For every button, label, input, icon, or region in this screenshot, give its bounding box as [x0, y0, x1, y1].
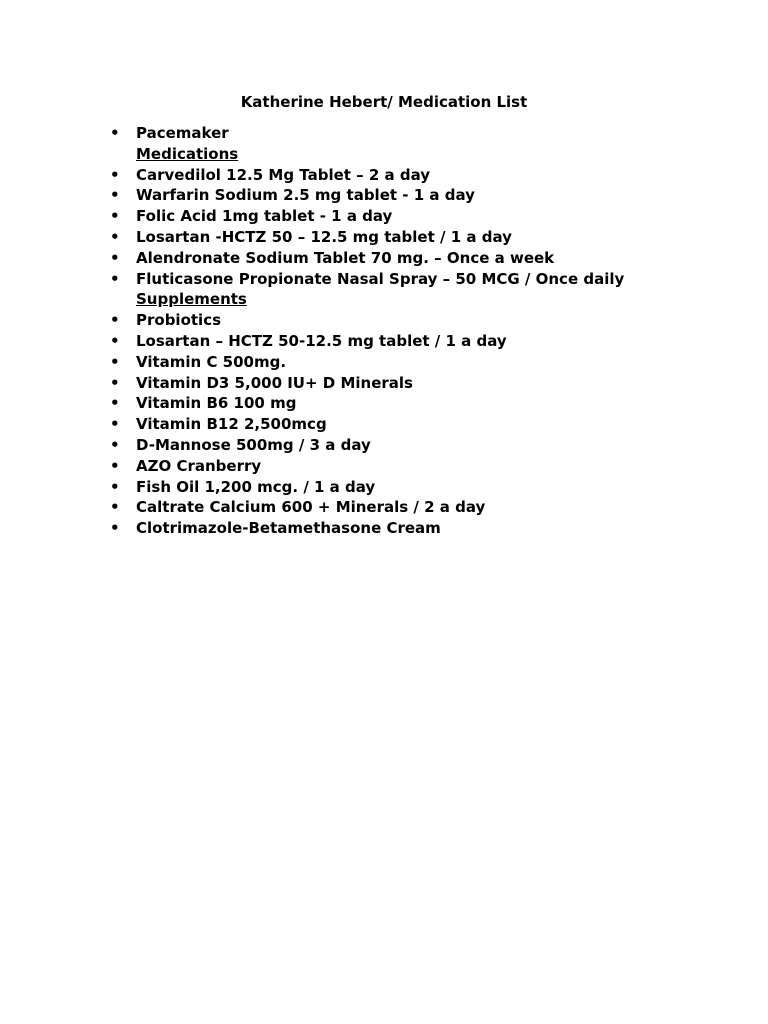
- list-item-text: Fluticasone Propionate Nasal Spray – 50 MCG / Once daily: [136, 269, 625, 288]
- section-heading: [110, 144, 730, 165]
- bullet-icon: •: [110, 207, 120, 226]
- document-title: Katherine Hebert/ Medication List: [240, 93, 528, 111]
- bullet-icon: •: [110, 269, 120, 288]
- bullet-icon: •: [110, 477, 120, 496]
- list-item: [110, 497, 730, 518]
- bullet-icon: •: [110, 373, 120, 392]
- list-item-text: Vitamin C 500mg.: [136, 352, 287, 371]
- list-item-text: AZO Cranberry: [136, 456, 262, 475]
- list-item: [110, 227, 730, 248]
- bullet-icon: •: [110, 248, 120, 267]
- bullet-icon: •: [110, 519, 120, 538]
- bullet-icon: •: [110, 124, 120, 142]
- list-item: [110, 477, 730, 498]
- bullet-icon: •: [110, 435, 120, 454]
- bullet-icon: •: [110, 352, 120, 371]
- section-heading-text: Medications: [136, 144, 239, 163]
- list-item: [110, 373, 730, 394]
- list-item: [110, 269, 730, 290]
- list-item: [110, 435, 730, 456]
- list-item: [110, 456, 730, 477]
- list-item-text: D-Mannose 500mg / 3 a day: [136, 435, 371, 454]
- bullet-icon: •: [110, 165, 120, 184]
- bullet-icon: •: [110, 331, 120, 350]
- bullet-icon: •: [110, 415, 120, 434]
- list-item-text: Vitamin B6 100 mg: [136, 394, 297, 413]
- list-item-text: Probiotics: [136, 311, 222, 330]
- list-item: [110, 518, 730, 539]
- list-item-text: Losartan – HCTZ 50-12.5 mg tablet / 1 a day: [136, 331, 507, 350]
- medication-list: [110, 123, 730, 539]
- list-item: [110, 393, 730, 414]
- section-heading-text: Supplements: [136, 290, 247, 309]
- bullet-icon: •: [110, 311, 120, 330]
- list-item-text: Vitamin D3 5,000 IU+ D Minerals: [136, 373, 413, 392]
- list-item: [110, 185, 730, 206]
- list-item-text: Fish Oil 1,200 mcg. / 1 a day: [136, 477, 376, 496]
- list-item-text: Carvedilol 12.5 Mg Tablet – 2 a day: [136, 165, 431, 184]
- bullet-icon: •: [110, 456, 120, 475]
- section-heading: [110, 289, 730, 310]
- list-item-text: Pacemaker: [136, 124, 229, 142]
- list-item: [110, 352, 730, 373]
- bullet-icon: •: [110, 498, 120, 517]
- list-item: [110, 310, 730, 331]
- list-item: [110, 165, 730, 186]
- bullet-icon: •: [110, 394, 120, 413]
- list-item-text: Folic Acid 1mg tablet - 1 a day: [136, 207, 393, 226]
- bullet-icon: •: [110, 186, 120, 205]
- list-item-text: Caltrate Calcium 600 + Minerals / 2 a day: [136, 498, 486, 517]
- list-item-text: Clotrimazole-Betamethasone Cream: [136, 519, 441, 538]
- list-item-text: Losartan -HCTZ 50 – 12.5 mg tablet / 1 a day: [136, 227, 512, 246]
- list-item: [110, 331, 730, 352]
- list-item: [110, 206, 730, 227]
- list-item: [110, 123, 730, 144]
- list-item-text: Warfarin Sodium 2.5 mg tablet - 1 a day: [136, 186, 475, 205]
- list-item: [110, 248, 730, 269]
- bullet-icon: •: [110, 227, 120, 246]
- list-item: [110, 414, 730, 435]
- list-item-text: Vitamin B12 2,500mcg: [136, 415, 327, 434]
- list-item-text: Alendronate Sodium Tablet 70 mg. – Once a week: [136, 248, 555, 267]
